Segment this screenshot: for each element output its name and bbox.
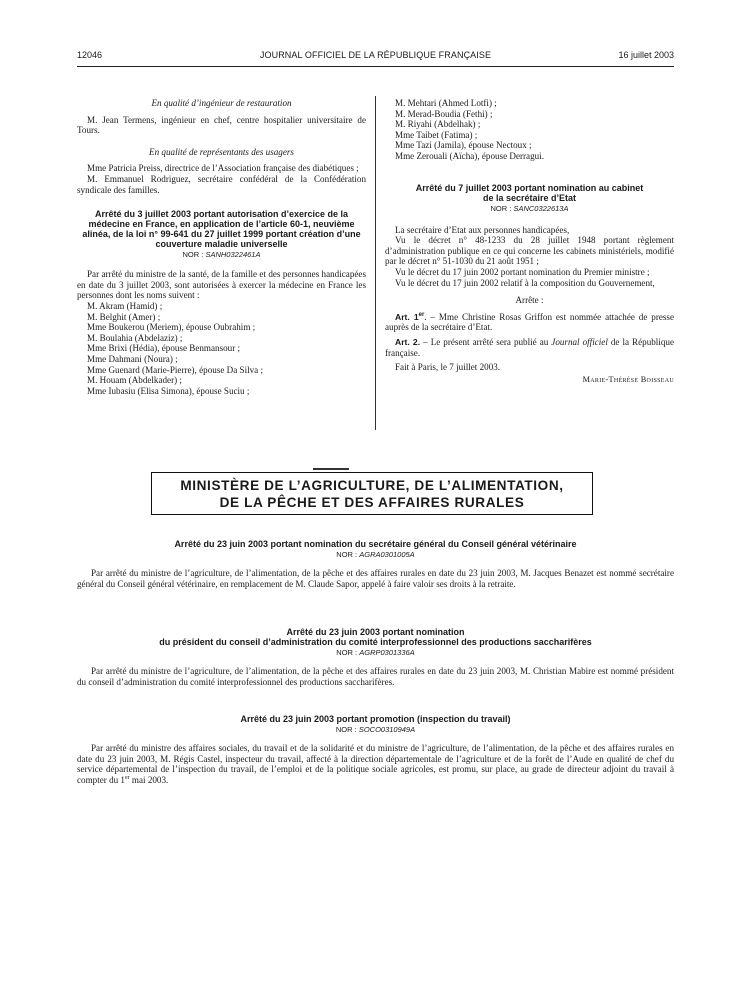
engineer-entry: M. Jean Termens, ingénieur en chef, centre hospitalier universitaire de Tours. bbox=[77, 114, 366, 136]
nor-label: NOR : bbox=[336, 648, 358, 657]
list-item: Mme Zerouali (Aïcha), épouse Derragui. bbox=[395, 150, 544, 161]
right-column bbox=[385, 98, 674, 385]
authorized-names-list-continued bbox=[385, 98, 674, 162]
article-intro: La secrétaire d’Etat aux personnes handicapées, bbox=[395, 224, 570, 235]
art1-label: Art. 1er bbox=[395, 311, 425, 322]
authorized-names-list bbox=[77, 301, 366, 396]
ministry-line-1: MINISTÈRE DE L’AGRICULTURE, DE L’ALIMENTATION, bbox=[180, 478, 564, 493]
nor-code: SANH0322461A bbox=[205, 250, 261, 260]
users-entry-2: M. Emmanuel Rodriguez, secrétaire confédéral de la Confédération syndicale des familles. bbox=[77, 173, 366, 195]
journal-title: JOURNAL OFFICIEL DE LA RÉPUBLIQUE FRANÇAISE bbox=[259, 50, 492, 60]
nor-reference bbox=[77, 724, 674, 735]
nor-reference bbox=[77, 249, 366, 260]
section-mark bbox=[313, 468, 349, 470]
nor-code: SOCO0310949A bbox=[358, 725, 416, 734]
visa-3: Vu le décret du 17 juin 2002 relatif à la composition du Gouvernement, bbox=[395, 277, 655, 288]
art2-label: Art. 2. bbox=[395, 336, 421, 347]
article-intro: Par arrêté du ministre de la santé, de la famille et des personnes handicapées en date du 3 juillet 2003, sont autorisées à exercer la médecine en France les personnes dont les noms suivent : bbox=[77, 269, 366, 301]
article-body: Par arrêté du ministre des affaires sociales, du travail et de la solidarité et du ministre de l’agriculture, de l’alimentation, de la pêche et des affaires rurales en date du 23 juin 2003, M. Régis Castel, inspecteur du travail, affecté à la direction départementale de l’agriculture et de la forêt de l’Aude en qualité de chef du service départemental de l’inspection du travail, de l’emploi et de la politique sociale agricoles, est promu, sur place, au grade de directeur adjoint du travail à compter du 1er mai 2003. bbox=[77, 743, 674, 785]
list-item: M. Boulahia (Abdelaziz) ; bbox=[87, 332, 183, 343]
nor-label: NOR : bbox=[336, 550, 358, 559]
nor-code: AGRA0301005A bbox=[359, 550, 415, 559]
list-item: M. Riyahi (Abdelhak) ; bbox=[395, 119, 481, 130]
nor-reference bbox=[77, 647, 674, 658]
list-item: Mme Tazi (Jamila), épouse Nectoux ; bbox=[395, 140, 532, 151]
list-item: Mme Boukerou (Meriem), épouse Oubrahim ; bbox=[87, 322, 256, 333]
article-title-medicine: Arrêté du 3 juillet 2003 portant autorisation d’exercice de la médecine en France, en application de l’article 60-1, neuvième alinéa, de la loi n° 99-641 du 27 juillet 1999 portant création d’une couverture maladie universelle bbox=[82, 209, 361, 250]
issue-date: 16 juillet 2003 bbox=[618, 50, 674, 60]
nor-reference bbox=[385, 203, 674, 214]
nor-code: AGRP0301336A bbox=[359, 648, 415, 657]
article-labour-inspection bbox=[77, 714, 674, 785]
list-item: Mme Iubasiu (Elisa Simona), épouse Suciu ; bbox=[87, 385, 250, 396]
place-and-date: Fait à Paris, le 7 juillet 2003. bbox=[395, 362, 501, 373]
ministry-banner bbox=[151, 472, 593, 515]
list-item: M. Merad-Boudia (Fethi) ; bbox=[395, 108, 493, 119]
nor-reference bbox=[77, 549, 674, 560]
article-title-line-1: Arrêté du 23 juin 2003 portant nomination bbox=[286, 627, 465, 637]
column-divider bbox=[375, 96, 376, 430]
list-item: Mme Brixi (Hédia), épouse Benmansour ; bbox=[87, 343, 241, 354]
article-title: Arrêté du 23 juin 2003 portant nomination du secrétaire général du Conseil général vétérinaire bbox=[174, 539, 577, 549]
visa-2: Vu le décret du 17 juin 2002 portant nomination du Premier ministre ; bbox=[395, 266, 650, 277]
nor-label: NOR : bbox=[182, 250, 204, 260]
list-item: M. Belghit (Amer) ; bbox=[87, 311, 161, 322]
list-item: Mme Guenard (Marie-Pierre), épouse Da Silva ; bbox=[87, 364, 264, 375]
users-entry-1: Mme Patricia Preiss, directrice de l’Association française des diabétiques ; bbox=[87, 163, 359, 174]
nor-label: NOR : bbox=[335, 725, 357, 734]
article-1: Art. 1er. – Mme Christine Rosas Griffon est nommée attachée de presse auprès de la secrétaire d’Etat. bbox=[385, 311, 675, 333]
article-veterinary bbox=[77, 539, 674, 589]
left-column bbox=[77, 98, 366, 396]
visa-1: Vu le décret n° 48-1233 du 28 juillet 1948 portant règlement d’administration publique en ce qui concerne les cabinets ministériels, modifié par le décret n° 51-1030 du 21 août 1951 ; bbox=[385, 235, 674, 267]
list-item: Mme Taibet (Fatima) ; bbox=[395, 129, 478, 140]
article-body: Par arrêté du ministre de l’agriculture, de l’alimentation, de la pêche et des affaires rurales en date du 23 juin 2003, M. Christian Mabire est nommé président du conseil d’administration du comité interprofessionnel des productions saccharifères. bbox=[77, 666, 674, 687]
section-heading-users: En qualité de représentants des usagers bbox=[149, 146, 294, 157]
ministry-line-2: DE LA PÊCHE ET DES AFFAIRES RURALES bbox=[219, 495, 525, 510]
signature: Marie-Thérèse Boisseau bbox=[582, 374, 674, 384]
list-item: M. Mehtari (Ahmed Lotfi) ; bbox=[395, 98, 497, 108]
list-item: Mme Dahmani (Noura) ; bbox=[87, 353, 178, 364]
section-heading-engineer: En qualité d’ingénieur de restauration bbox=[151, 98, 292, 108]
header-rule bbox=[77, 66, 674, 67]
article-title-cabinet: Arrêté du 7 juillet 2003 portant nomination au cabinet de la secrétaire d’Etat bbox=[415, 182, 644, 203]
page-number: 12046 bbox=[77, 50, 103, 60]
article-body: Par arrêté du ministre de l’agriculture, de l’alimentation, de la pêche et des affaires rurales en date du 23 juin 2003, M. Jacques Benazet est nommé secrétaire général du Conseil général vétérinaire, en remplacement de M. Claude Sapor, appelé à faire valoir ses droits à la retraite. bbox=[77, 568, 674, 589]
arrete-label: Arrête : bbox=[515, 295, 544, 306]
article-2: Art. 2. – Le présent arrêté sera publié au Journal officiel de la République française. bbox=[385, 336, 674, 358]
list-item: M. Houam (Abdelkader) ; bbox=[87, 375, 182, 386]
article-title-line-2: du président du conseil d’administration du comité interprofessionnel des productions saccharifères bbox=[159, 637, 592, 647]
nor-code: SANC0322613A bbox=[513, 203, 569, 213]
list-item: M. Akram (Hamid) ; bbox=[87, 300, 163, 311]
nor-label: NOR : bbox=[490, 203, 512, 213]
article-title: Arrêté du 23 juin 2003 portant promotion (inspection du travail) bbox=[240, 714, 511, 724]
page-header bbox=[77, 50, 674, 64]
article-saccharine bbox=[77, 627, 674, 687]
